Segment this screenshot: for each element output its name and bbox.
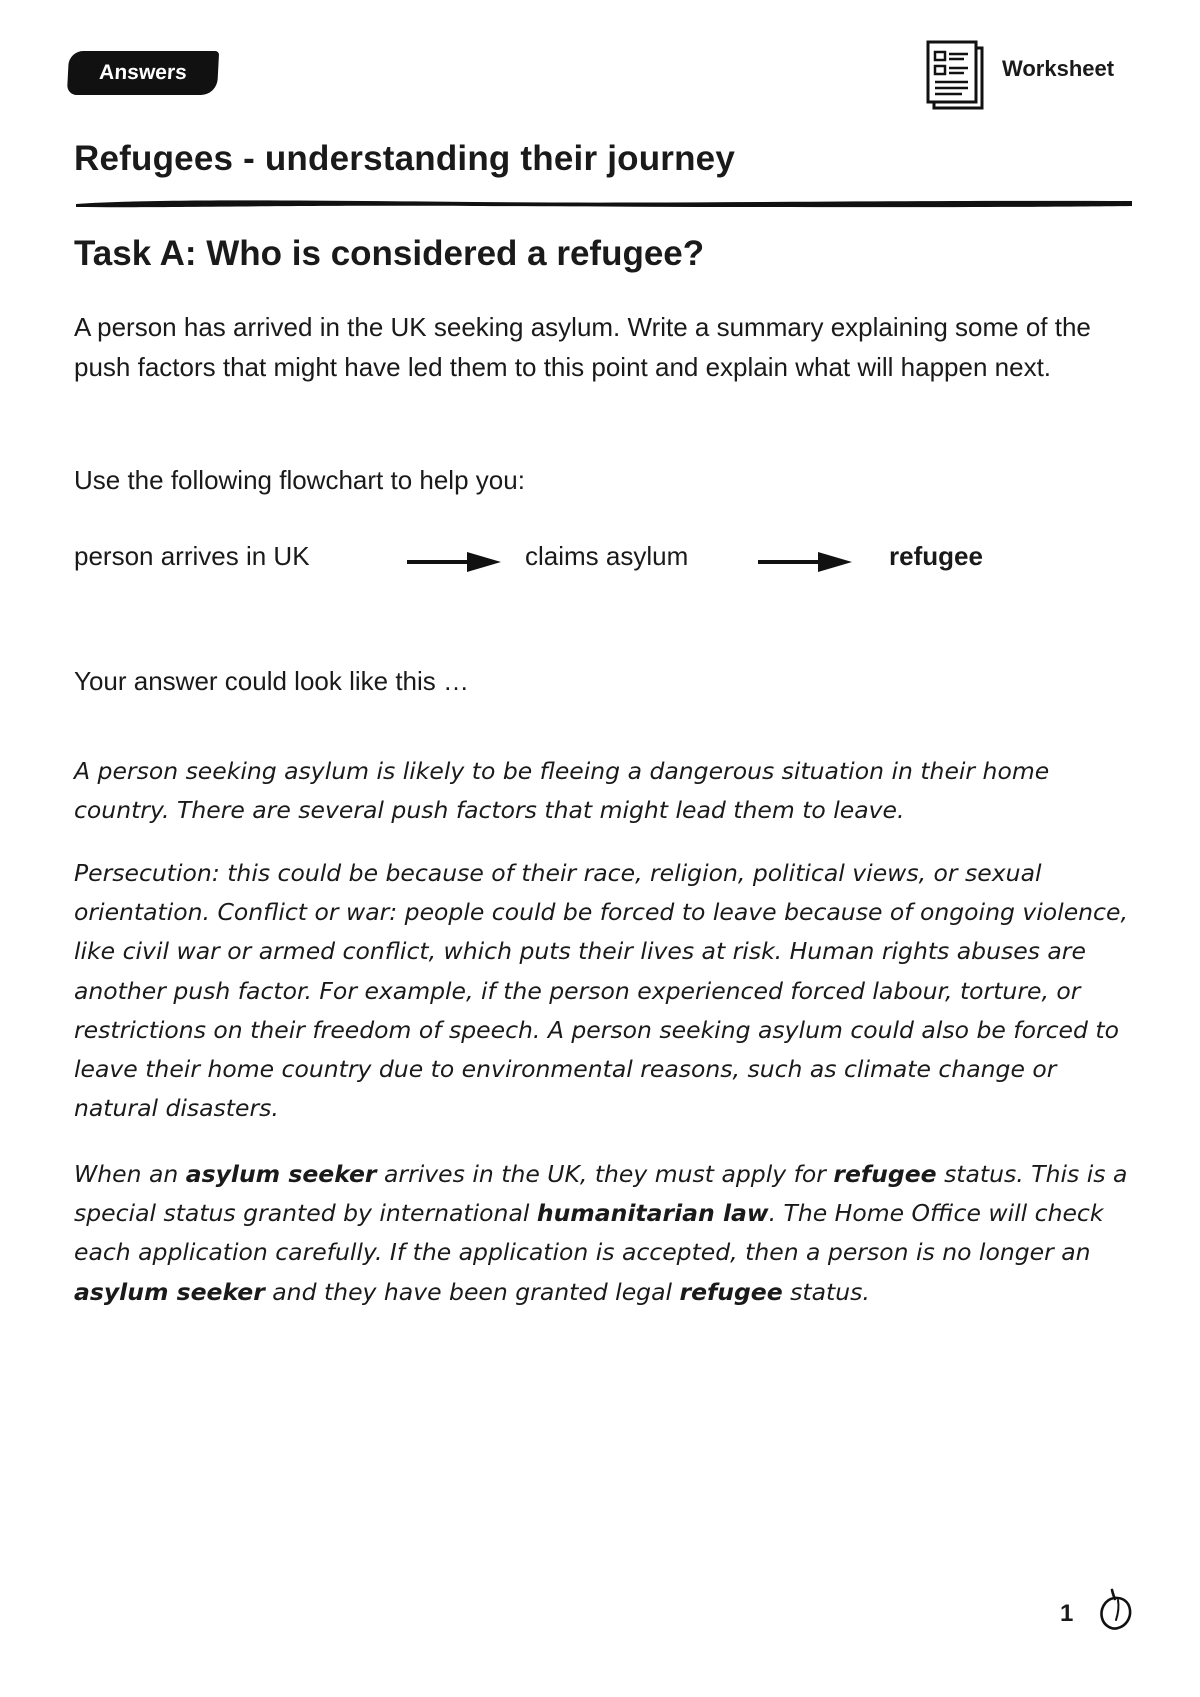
worksheet-label: Worksheet bbox=[1002, 56, 1115, 81]
answer-paragraph-push-factors: Persecution: this could be because of their race, religion, political views, or sexual orientation. Conflict or war: people could be forced to leave because of ongoing violence, like civil war or armed conflict, which puts their lives at risk. Human rights abuses are another push factor. For example, if the person experienced forced labour, torture, or restrictions on their freedom of speech. A person seeking asylum could also be forced to leave their home country due to environmental reasons, such as climate change or natural disasters. bbox=[74, 859, 1128, 1123]
task-instructions: A person has arrived in the UK seeking asylum. Write a summary explaining some of the push factors that might have led them to this point and explain what will happen next. bbox=[74, 312, 1091, 382]
arrow-right-icon bbox=[756, 549, 856, 575]
arrow-right-icon bbox=[405, 549, 505, 575]
flowchart-step-arrives: person arrives in UK bbox=[74, 541, 310, 571]
answers-badge: Answers bbox=[67, 51, 219, 95]
page-number: 1 bbox=[1060, 1600, 1074, 1627]
answer-intro: Your answer could look like this … bbox=[74, 666, 470, 696]
title-underline-divider bbox=[74, 196, 1134, 210]
keyword-humanitarian-law: humanitarian law bbox=[536, 1199, 769, 1228]
flowchart-step-claims: claims asylum bbox=[525, 541, 689, 571]
keyword-refugee: refugee bbox=[679, 1277, 783, 1306]
task-heading: Task A: Who is considered a refugee? bbox=[74, 234, 705, 273]
page-title: Refugees - understanding their journey bbox=[74, 139, 736, 178]
answer-paragraph-intro: A person seeking asylum is likely to be fleeing a dangerous situation in their home country. There are several push factors that might lead them to leave. bbox=[74, 757, 1050, 825]
answer-paragraph-process: When an asylum seeker arrives in the UK, they must apply for refugee status. This is a special status granted by international humanitarian law. The Home Office will check each application carefully. If the application is accepted, then a person is no longer an asylum seeker and they have been granted legal refugee status. bbox=[74, 1160, 1128, 1306]
keyword-asylum-seeker: asylum seeker bbox=[185, 1160, 377, 1188]
acorn-logo-icon bbox=[1098, 1588, 1134, 1632]
keyword-asylum-seeker: asylum seeker bbox=[74, 1277, 265, 1306]
flowchart-intro: Use the following flowchart to help you: bbox=[74, 465, 525, 495]
flowchart-step-refugee: refugee bbox=[889, 541, 983, 571]
keyword-refugee: refugee bbox=[833, 1160, 937, 1188]
worksheet-document-icon bbox=[924, 40, 988, 112]
